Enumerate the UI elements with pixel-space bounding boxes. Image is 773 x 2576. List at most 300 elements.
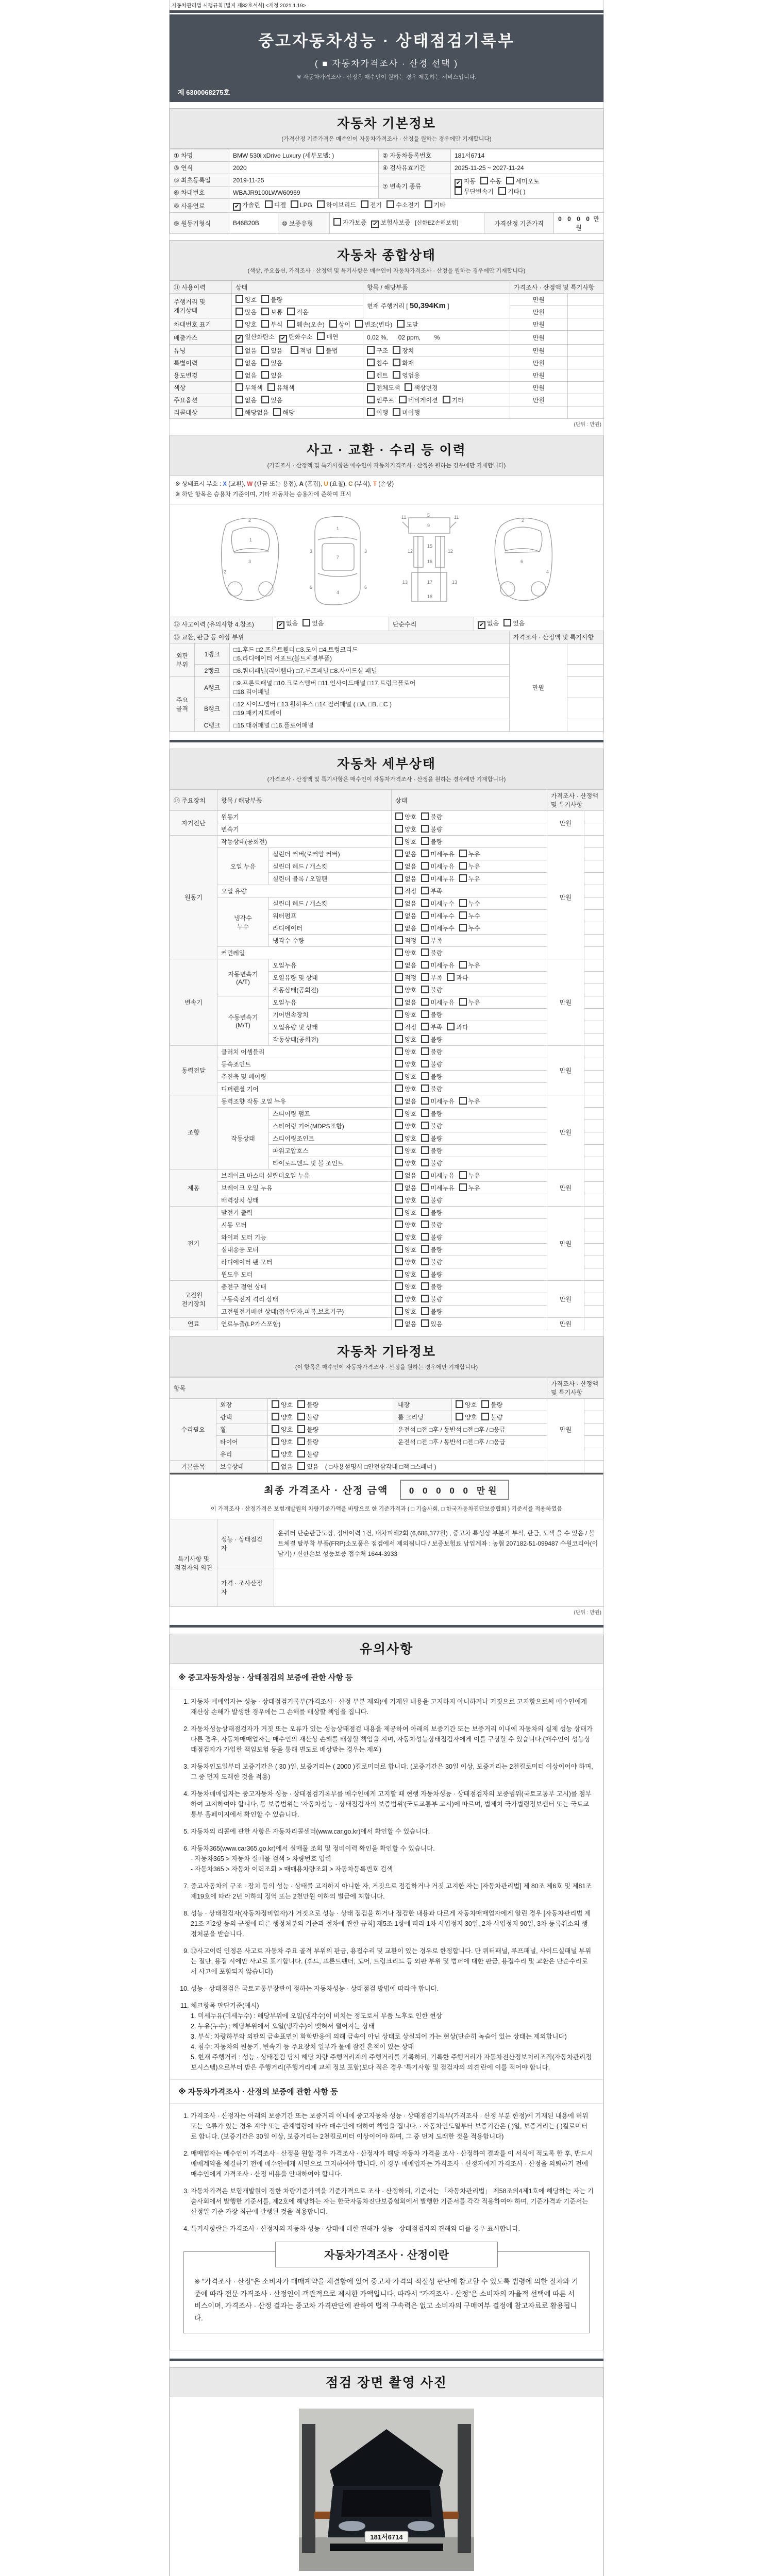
option-많음[interactable]: 많음 — [236, 308, 257, 316]
checkbox-icon — [459, 998, 467, 1006]
notes-cell — [584, 1281, 604, 1293]
option-부족[interactable]: 부족 — [421, 1023, 442, 1031]
checkbox-icon — [236, 308, 243, 315]
basic-items-label: 기본품목 — [170, 1461, 216, 1473]
option-없음[interactable]: 없음 — [236, 346, 257, 355]
option-있음[interactable]: 있음 — [261, 346, 282, 355]
device-제동: 제동 — [170, 1170, 217, 1207]
option-누수[interactable]: 누수 — [459, 924, 480, 933]
checkbox-icon — [395, 887, 403, 894]
option-없음[interactable]: ✔ 없음 — [277, 619, 298, 629]
checkbox-icon: ✔ — [233, 203, 241, 211]
option-미세누유[interactable]: 미세누유 — [421, 874, 454, 883]
option-불량[interactable]: 불량 — [421, 1084, 442, 1093]
option-미세누유[interactable]: 미세누유 — [421, 850, 454, 858]
legend-code-T: T — [373, 481, 377, 487]
notes-cell — [568, 357, 604, 369]
option-불량[interactable]: 불량 — [421, 1122, 442, 1130]
item-state-options — [392, 1058, 547, 1071]
option-양호[interactable]: 양호 — [395, 812, 416, 821]
option-불량[interactable]: 불량 — [421, 1295, 442, 1303]
checkbox-icon — [421, 1146, 429, 1154]
option-미세누유[interactable]: 미세누유 — [421, 862, 454, 871]
option-없음[interactable]: 없음 — [395, 1097, 416, 1106]
option-양호[interactable]: 양호 — [395, 1159, 416, 1167]
option-해당없음[interactable]: 해당없음 — [236, 408, 268, 417]
checkbox-icon — [297, 1462, 305, 1470]
option-전체도색[interactable]: 전체도색 — [367, 383, 400, 392]
option-훼손(오손)[interactable]: 훼손(오손) — [287, 320, 324, 329]
option-전기[interactable]: 전기 — [361, 200, 382, 209]
option-미세누유[interactable]: 미세누유 — [421, 1183, 454, 1192]
option-없음[interactable]: 없음 — [395, 1171, 416, 1180]
option-양호[interactable]: 양호 — [395, 1258, 416, 1266]
row-label-배출가스: 배출가스 — [170, 331, 232, 345]
checkbox-icon — [297, 1450, 305, 1458]
price-cell: 만원 — [510, 331, 568, 345]
option-불량[interactable]: 불량 — [421, 825, 442, 834]
option-불량[interactable]: 불량 — [481, 1400, 502, 1409]
rank-items[interactable]: □15.대쉬패널 □16.플로어패널 — [230, 719, 510, 732]
section-overall-header — [170, 240, 603, 281]
option-세미오토[interactable]: 세미오토 — [506, 177, 539, 185]
rank-items[interactable]: □6.쿼터패널(리어휀다) □7.루프패널 □8.사이드실 패널 — [230, 665, 510, 677]
option-양호[interactable]: 양호 — [395, 1122, 416, 1130]
option-탄화수소[interactable]: ✔ 탄화수소 — [279, 332, 312, 343]
option-디젤[interactable]: 디젤 — [265, 200, 286, 209]
option-부족[interactable]: 부족 — [421, 973, 442, 982]
repair-state — [268, 1436, 394, 1448]
notes-cell — [584, 897, 604, 910]
checkbox-icon — [395, 1072, 403, 1080]
item-name: 배력장치 상태 — [217, 1194, 392, 1207]
checkbox-icon — [395, 1146, 403, 1154]
option-양호[interactable]: 양호 — [395, 1109, 416, 1118]
svg-text:16: 16 — [427, 559, 432, 565]
option-적정[interactable]: 적정 — [395, 887, 416, 895]
option-미이행[interactable]: 미이행 — [393, 408, 420, 417]
item-name: 클러치 어셈블리 — [217, 1046, 392, 1058]
rank-items[interactable]: □12.사이드멤버 □13.휠하우스 □14.필러패널 ( □A, □B, □C ) □19.패키지트레이 — [230, 698, 510, 719]
checkbox-icon — [421, 1282, 429, 1290]
option-미세누유[interactable]: 미세누유 — [421, 1171, 454, 1180]
option-없음[interactable]: 없음 — [395, 899, 416, 908]
repair-item-외장: 외장 — [216, 1399, 268, 1411]
option-누유[interactable]: 누유 — [459, 998, 480, 1007]
item-name: 실린더 커버(로커암 커버) — [269, 848, 392, 860]
option-불량[interactable]: 불량 — [421, 948, 442, 957]
checkbox-icon — [421, 961, 429, 969]
option-불량[interactable]: 불량 — [297, 1437, 318, 1446]
item-state-options — [392, 1108, 547, 1120]
option-양호[interactable]: 양호 — [395, 1047, 416, 1056]
row-label-차대번호 표기: 차대번호 표기 — [170, 318, 232, 331]
option-썬루프[interactable]: 썬루프 — [367, 396, 394, 404]
option-있음[interactable]: 있음 — [503, 619, 525, 628]
checkbox-icon — [395, 1183, 403, 1191]
option-있음[interactable]: 있음 — [421, 1319, 442, 1328]
option-수소전기[interactable]: 수소전기 — [386, 200, 419, 209]
option-기타( )[interactable]: 기타( ) — [498, 187, 526, 196]
option-기타[interactable]: 기타 — [443, 396, 464, 404]
option-불량[interactable]: 불량 — [297, 1450, 318, 1459]
repair-needed-label: 수리필요 — [170, 1399, 216, 1461]
option-양호[interactable]: 양호 — [395, 1035, 416, 1044]
price-appraisal-body: ※ "가격조사 · 산정"은 소비자가 매매계약을 체결함에 있어 중고차 가격의 적절성 판단에 참고할 수 있도록 법령에 의한 절차와 기준에 따라 전문 가격조사 · 산정인이 객관적으로 제시한 가액입니다. 따라서 "가격조사 · 산정"은 소비자의 자율적 선택에 따른 서비스이며, 가격조사 · 산정 결과는 중고차 가격판단에 관하여 법적 구속력은 없고 소비자의 구매여부 결정에 참고자료로 활용됩니다. — [194, 2278, 578, 2322]
option-누유[interactable]: 누유 — [459, 961, 480, 970]
option-없음[interactable]: 없음 — [236, 359, 257, 367]
option-미세누유[interactable]: 미세누유 — [421, 998, 454, 1007]
option-불량[interactable]: 불량 — [421, 837, 442, 846]
checkbox-icon — [481, 1400, 489, 1408]
option-불법[interactable]: 불법 — [316, 346, 338, 355]
option-부족[interactable]: 부족 — [421, 936, 442, 945]
option-불량[interactable]: 불량 — [421, 1159, 442, 1167]
option-미세누수[interactable]: 미세누수 — [421, 911, 454, 920]
option-불량[interactable]: 불량 — [421, 1060, 442, 1069]
label-model-year: ③ 연식 — [170, 162, 229, 174]
checkbox-icon — [421, 1097, 429, 1105]
option-양호[interactable]: 양호 — [236, 295, 257, 304]
option-미세누유[interactable]: 미세누유 — [421, 1097, 454, 1106]
option-양호[interactable]: 양호 — [456, 1400, 477, 1409]
detail-state — [170, 789, 604, 1330]
section-photos-title: 점검 장면 촬영 사진 — [325, 2375, 448, 2390]
option-양호[interactable]: 양호 — [395, 1196, 416, 1205]
accident-history-tables — [170, 617, 603, 732]
rank-items[interactable]: □1.후드 □2.프론트휀더 □3.도어 □4.트렁크리드 □5.라디에이터 서포트(볼트체결부품) — [230, 643, 510, 665]
checkbox-icon — [236, 320, 243, 328]
option-양호[interactable]: 양호 — [395, 837, 416, 846]
price-cell: 만원 — [547, 1170, 584, 1207]
option-불량[interactable]: 불량 — [421, 1035, 442, 1044]
checkbox-icon — [272, 1425, 279, 1433]
option-양호[interactable]: 양호 — [272, 1425, 293, 1434]
checkbox-icon — [421, 1258, 429, 1265]
option-적법[interactable]: 적법 — [291, 346, 312, 355]
option-없음[interactable]: 없음 — [236, 396, 257, 404]
option-누유[interactable]: 누유 — [459, 1097, 480, 1106]
option-불량[interactable]: 불량 — [421, 986, 442, 994]
option-양호[interactable]: 양호 — [395, 948, 416, 957]
notice-item: 11. 체크항목 판단기준(예시) 1. 미세누유(미세누수) : 해당부위에 오일(냉각수)이 비치는 정도로서 부품 노후로 인한 현상 2. 누유(누수) : 해당부위에서 오일(냉각수)이 맺혀서 떨어지는 상태 3. 부식: 차량하부와 외판의 금속표면이 화학반응에 의해 금속이 아닌 상태로 상실되어 가는 현상(단순히 녹슬어 있는 상태는 제외합니다) 4. 침수: 자동차의 원동기, 변속기 등 주요장치 일부가 물에 잠긴 흔적이 있는 상태 5. 현재 주행거리 : 성능 · 상태점검 당시 해당 차량 주행거리계의 주행거리를 기록하되, 기록한 주행거리가 자동차전산정보처리조직(자동차관리정보시스템)으로부터 받은 주행거리(주행거리계 교체 정보 포함)보다 적은 경우 '특기사항 및 점검자의 의견'란에 이를 적어야 합니다. — [191, 2001, 603, 2073]
option-부식[interactable]: 부식 — [261, 320, 282, 329]
option-양호[interactable]: 양호 — [395, 986, 416, 994]
checkbox-icon — [367, 359, 375, 366]
option-불량[interactable]: 불량 — [421, 1208, 442, 1217]
option-불량[interactable]: 불량 — [421, 1109, 442, 1118]
item-name: 와이퍼 모터 기능 — [217, 1231, 392, 1244]
option-불량[interactable]: 불량 — [421, 1196, 442, 1205]
mileage-meter-state — [232, 294, 363, 306]
option-불량[interactable]: 불량 — [261, 295, 282, 304]
option-없음[interactable]: 없음 — [272, 1462, 293, 1471]
svg-text:181서6714: 181서6714 — [370, 2533, 403, 2541]
notes-cell — [584, 1033, 604, 1046]
checkbox-icon — [267, 383, 275, 391]
option-누유[interactable]: 누유 — [459, 1183, 480, 1192]
option-렌트[interactable]: 렌트 — [367, 371, 388, 380]
option-양호[interactable]: 양호 — [395, 1233, 416, 1242]
checkbox-icon — [395, 1060, 403, 1067]
repair-item-타이어: 타이어 — [216, 1436, 268, 1448]
item-name: 변속기 — [217, 823, 392, 836]
option-있음[interactable]: 있음 — [297, 1462, 318, 1471]
item-state-options — [392, 1145, 547, 1157]
option-불량[interactable]: 불량 — [421, 1245, 442, 1254]
option-있음[interactable]: 있음 — [261, 359, 282, 367]
option-장치[interactable]: 장치 — [393, 346, 414, 355]
option-부족[interactable]: 부족 — [421, 887, 442, 895]
option-무단변속기[interactable]: 무단변속기 — [455, 187, 494, 196]
option-양호[interactable]: 양호 — [395, 1245, 416, 1254]
svg-text:1: 1 — [249, 537, 252, 543]
option-적음[interactable]: 적음 — [287, 308, 308, 316]
row-state — [232, 406, 363, 419]
option-기타[interactable]: 기타 — [425, 200, 446, 209]
option-있음[interactable]: 있음 — [261, 396, 282, 404]
unit-caption: (단위 : 만원) — [574, 422, 601, 428]
rank-label: C랭크 — [195, 719, 230, 732]
row-state — [232, 357, 363, 369]
option-보통[interactable]: 보통 — [261, 308, 282, 316]
option-유채색[interactable]: 유채색 — [267, 383, 295, 392]
option-일산화탄소[interactable]: ✔ 일산화탄소 — [236, 332, 275, 343]
option-불량[interactable]: 불량 — [421, 1146, 442, 1155]
option-자가보증[interactable]: 자가보증 — [333, 218, 366, 227]
notes-cell — [584, 1108, 604, 1120]
option-없음[interactable]: 없음 — [395, 998, 416, 1007]
checkbox-icon — [236, 408, 243, 416]
section-basic-subtitle: (가격산정 기준가격은 매수인이 자동차가격조사 · 산정을 원하는 경우에만 기재합니다) — [281, 136, 492, 142]
item-name: 파워고압호스 — [269, 1145, 392, 1157]
option-없음[interactable]: 없음 — [395, 850, 416, 858]
option-양호[interactable]: 양호 — [272, 1400, 293, 1409]
option-침수[interactable]: 침수 — [367, 359, 388, 367]
basic-info-row6 — [170, 212, 604, 234]
option-불량[interactable]: 불량 — [421, 1221, 442, 1229]
option-없음[interactable]: 없음 — [395, 1183, 416, 1192]
option-없음[interactable]: ✔ 없음 — [478, 619, 499, 629]
option-미세누유[interactable]: 미세누유 — [421, 961, 454, 970]
notes-cell — [584, 1058, 604, 1071]
option-색상변경[interactable]: 색상변경 — [405, 383, 438, 392]
option-없음[interactable]: 없음 — [395, 1319, 416, 1328]
diagram-rear-right-view — [480, 512, 565, 609]
accident-history-options — [273, 617, 389, 631]
checkbox-icon — [399, 396, 407, 403]
option-적정[interactable]: 적정 — [395, 1023, 416, 1031]
checkbox-icon — [395, 1122, 403, 1129]
notes-cell — [584, 1182, 604, 1194]
option-양호[interactable]: 양호 — [395, 1295, 416, 1303]
option-없음[interactable]: 없음 — [236, 371, 257, 380]
option-불량[interactable]: 불량 — [421, 1258, 442, 1266]
option-양호[interactable]: 양호 — [456, 1413, 477, 1421]
option-과다[interactable]: 과다 — [447, 1023, 468, 1031]
option-불량[interactable]: 불량 — [421, 1134, 442, 1143]
option-미세누수[interactable]: 미세누수 — [421, 899, 454, 908]
option-변조(변타)[interactable]: 변조(변타) — [355, 320, 392, 329]
item-state-options — [392, 935, 547, 947]
checkbox-icon: ✔ — [455, 179, 462, 187]
option-없음[interactable]: 없음 — [395, 874, 416, 883]
legend-code-X: X — [223, 481, 227, 487]
notes-cell — [584, 959, 604, 972]
option-양호[interactable]: 양호 — [395, 1072, 416, 1081]
svg-text:5: 5 — [427, 513, 430, 518]
option-영업용[interactable]: 영업용 — [393, 371, 420, 380]
opinion-table — [170, 1519, 604, 1607]
notes-cell — [584, 1219, 604, 1231]
option-적정[interactable]: 적정 — [395, 936, 416, 945]
option-누수[interactable]: 누수 — [459, 899, 480, 908]
option-화재[interactable]: 화재 — [393, 359, 414, 367]
option-없음[interactable]: 없음 — [395, 911, 416, 920]
notice-sub1: ※ 중고자동차성능 · 상태점검의 보증에 관한 사항 등 — [170, 1666, 603, 1689]
group-주요골격: 주요 골격 — [170, 677, 195, 732]
repair-item-광택: 광택 — [216, 1411, 268, 1423]
option-구조[interactable]: 구조 — [367, 346, 388, 355]
price-cell: 만원 — [510, 369, 568, 382]
option-불량[interactable]: 불량 — [421, 1072, 442, 1081]
option-불량[interactable]: 불량 — [421, 1233, 442, 1242]
row-label-튜닝: 튜닝 — [170, 345, 232, 357]
option-양호[interactable]: 양호 — [395, 1134, 416, 1143]
option-양호[interactable]: 양호 — [395, 1221, 416, 1229]
option-자동[interactable]: ✔ 자동 — [455, 177, 476, 187]
checkbox-icon — [395, 1319, 403, 1327]
option-불량[interactable]: 불량 — [421, 1307, 442, 1316]
checkbox-icon — [421, 1060, 429, 1067]
final-price-value: 0 0 0 0 0 만원 — [400, 1480, 509, 1500]
accident-history-label: ⑫ 사고이력 (유의사항 4.참조) — [170, 617, 273, 631]
option-적정[interactable]: 적정 — [395, 973, 416, 982]
item-state-options — [392, 1132, 547, 1145]
option-없음[interactable]: 없음 — [395, 924, 416, 933]
item-name: 타이로드엔드 및 볼 조인트 — [269, 1157, 392, 1170]
option-있음[interactable]: 있음 — [303, 619, 324, 628]
item-state-options — [392, 922, 547, 935]
option-누유[interactable]: 누유 — [459, 1171, 480, 1180]
option-양호[interactable]: 양호 — [395, 1208, 416, 1217]
option-양호[interactable]: 양호 — [395, 1010, 416, 1019]
device-조향: 조향 — [170, 1095, 217, 1170]
notes-cell — [584, 1423, 604, 1436]
checkbox-icon — [272, 1437, 279, 1445]
option-수동[interactable]: 수동 — [480, 177, 501, 185]
option-누유[interactable]: 누유 — [459, 862, 480, 871]
notice-list-2 — [170, 2111, 603, 2234]
option-과다[interactable]: 과다 — [447, 973, 468, 982]
option-불량[interactable]: 불량 — [421, 1010, 442, 1019]
option-불량[interactable]: 불량 — [297, 1400, 318, 1409]
option-누유[interactable]: 누유 — [459, 874, 480, 883]
option-무채색[interactable]: 무채색 — [236, 383, 263, 392]
rank-items[interactable]: □9.프론트패널 □10.크로스멤버 □11.인사이드패널 □17.트렁크플로어 □18.리어패널 — [230, 677, 510, 698]
option-상이[interactable]: 상이 — [329, 320, 350, 329]
option-양호[interactable]: 양호 — [236, 320, 257, 329]
option-누수[interactable]: 누수 — [459, 911, 480, 920]
checkbox-icon: ✔ — [478, 621, 485, 629]
option-불량[interactable]: 불량 — [421, 1282, 442, 1291]
option-양호[interactable]: 양호 — [395, 1146, 416, 1155]
option-양호[interactable]: 양호 — [395, 1307, 416, 1316]
checkbox-icon — [393, 346, 400, 354]
option-해당[interactable]: 해당 — [273, 408, 294, 417]
item-state-options — [392, 823, 547, 836]
section-accident-header — [170, 435, 603, 476]
option-양호[interactable]: 양호 — [272, 1437, 293, 1446]
option-양호[interactable]: 양호 — [395, 1060, 416, 1069]
notes-cell — [584, 1306, 604, 1318]
option-불량[interactable]: 불량 — [297, 1413, 318, 1421]
checkbox-icon — [395, 825, 403, 833]
notice-content — [170, 1664, 603, 2350]
checkbox-icon: ✔ — [277, 621, 284, 629]
option-없음[interactable]: 없음 — [395, 862, 416, 871]
checkbox-icon — [395, 936, 403, 944]
option-도말[interactable]: 도말 — [397, 320, 418, 329]
row-state — [232, 369, 363, 382]
item-name: 기어변속장치 — [269, 1009, 392, 1021]
checkbox-icon — [421, 1159, 429, 1166]
option-이행[interactable]: 이행 — [367, 408, 388, 417]
option-누유[interactable]: 누유 — [459, 850, 480, 858]
item-state-options — [392, 873, 547, 885]
option-가솔린[interactable]: ✔ 가솔린 — [233, 200, 260, 211]
option-불량[interactable]: 불량 — [421, 812, 442, 821]
price-cell: 만원 — [547, 1095, 584, 1170]
checkbox-icon — [455, 187, 462, 195]
checkbox-icon — [297, 1425, 305, 1433]
option-양호[interactable]: 양호 — [395, 1270, 416, 1279]
option-양호[interactable]: 양호 — [395, 1084, 416, 1093]
option-있음[interactable]: 있음 — [261, 371, 282, 380]
option-LPG[interactable]: LPG — [291, 200, 312, 209]
option-미세누수[interactable]: 미세누수 — [421, 924, 454, 933]
option-불량[interactable]: 불량 — [421, 1270, 442, 1279]
option-네비게이션[interactable]: 네비게이션 — [399, 396, 438, 404]
notes-cell — [584, 1411, 604, 1423]
col-state: 상태 — [232, 281, 363, 294]
checkbox-icon — [395, 1196, 403, 1204]
option-매연[interactable]: 매연 — [317, 332, 338, 341]
option-양호[interactable]: 양호 — [395, 825, 416, 834]
inspector-label: 성능 · 상태점검 자 — [217, 1519, 274, 1568]
repair-item-휠: 휠 — [216, 1423, 268, 1436]
label-first-reg-date: ⑤ 최초등록일 — [170, 174, 229, 187]
notes-cell — [584, 1244, 604, 1256]
option-없음[interactable]: 없음 — [395, 961, 416, 970]
option-불량[interactable]: 불량 — [481, 1413, 502, 1421]
value-fuel — [229, 199, 604, 213]
option-양호[interactable]: 양호 — [272, 1450, 293, 1459]
option-불량[interactable]: 불량 — [421, 1047, 442, 1056]
checkbox-icon — [459, 924, 467, 931]
option-보험사보증[interactable]: ✔ 보험사보증 — [371, 218, 410, 228]
item-state-options — [392, 1120, 547, 1132]
option-불량[interactable]: 불량 — [297, 1425, 318, 1434]
option-양호[interactable]: 양호 — [395, 1282, 416, 1291]
svg-text:17: 17 — [427, 580, 432, 585]
option-양호[interactable]: 양호 — [272, 1413, 293, 1421]
price-cell: 만원 — [547, 811, 584, 836]
item-state-options — [392, 1194, 547, 1207]
option-하이브리드[interactable]: 하이브리드 — [317, 200, 356, 209]
checkbox-icon — [421, 850, 429, 857]
document-page — [169, 0, 604, 2576]
